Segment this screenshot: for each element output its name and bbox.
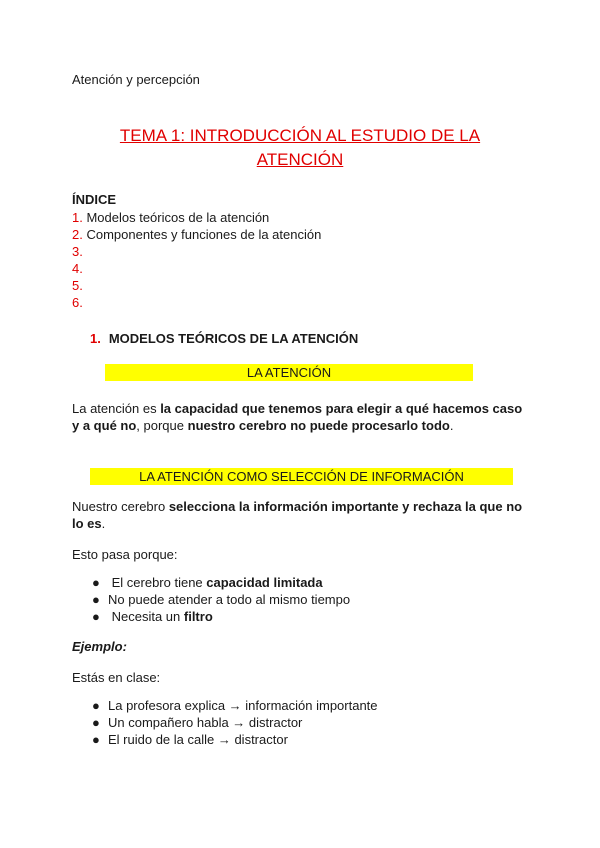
text-run: Nuestro cerebro [72,499,169,514]
index-text: Componentes y funciones de la atención [82,227,322,242]
text-run: . [449,418,454,433]
bullet-list-reasons [92,574,350,625]
list-item [92,591,350,608]
index-item [72,209,321,226]
index-text: Modelos teóricos de la atención [82,210,270,225]
section-heading [90,331,358,346]
index-number: 5. [72,278,83,293]
list-item [92,697,378,714]
index-number: 2. [72,227,83,242]
index-number: 4. [72,261,83,276]
paragraph-reason: Esto pasa porque: [72,547,178,562]
bold-run: filtro [183,609,213,624]
document-header: Atención y percepción [72,72,200,87]
index-number: 6. [72,295,83,310]
highlight-heading-la-atencion: LA ATENCIÓN [105,364,473,381]
text-run: No puede atender a todo al mismo tiempo [108,592,351,607]
list-item [92,714,378,731]
paragraph-class: Estás en clase: [72,670,161,685]
text-run: Necesita un [108,609,184,624]
index-item [72,260,321,277]
bullet-icon: ● [92,715,100,730]
bullet-icon: ● [92,698,100,713]
bold-run: capacidad limitada [206,575,323,590]
list-item [92,731,378,748]
index-item [72,243,321,260]
paragraph-selection [72,498,532,532]
text-run: Un compañero habla → distractor [108,715,303,730]
title-line-1: TEMA 1: INTRODUCCIÓN AL ESTUDIO DE LA [119,126,481,145]
bold-run: la capacidad que tenemos para elegir a qué hacemos caso y a qué no [72,401,523,433]
index-number: 1. [72,210,83,225]
text-run: El ruido de la calle → distractor [108,732,288,747]
example-heading: Ejemplo: [72,639,127,654]
index-item [72,226,321,243]
bullet-icon: ● [92,732,100,747]
index-number: 3. [72,244,83,259]
text-run: La atención es [72,401,161,416]
text-run: . [101,516,106,531]
bullet-icon: ● [92,609,100,624]
highlight-heading-seleccion: LA ATENCIÓN COMO SELECCIÓN DE INFORMACIÓN [90,468,513,485]
section-title: MODELOS TEÓRICOS DE LA ATENCIÓN [108,331,359,346]
bold-run: nuestro cerebro no puede procesarlo todo [187,418,450,433]
index-item [72,294,321,311]
bold-run: selecciona la información importante y rechaza la que no lo es [72,499,523,531]
document-title [72,124,528,172]
section-number: 1. [90,331,101,346]
index-list [72,209,321,311]
text-run: La profesora explica → información importante [108,698,378,713]
title-line-2: ATENCIÓN [256,150,344,169]
list-item [92,608,350,625]
list-item [92,574,350,591]
index-heading: ÍNDICE [72,192,117,207]
text-run: El cerebro tiene [108,575,207,590]
bullet-list-example [92,697,378,748]
paragraph-definition [72,400,532,434]
index-item [72,277,321,294]
bullet-icon: ● [92,575,100,590]
text-run: , porque [136,418,188,433]
bullet-icon: ● [92,592,100,607]
